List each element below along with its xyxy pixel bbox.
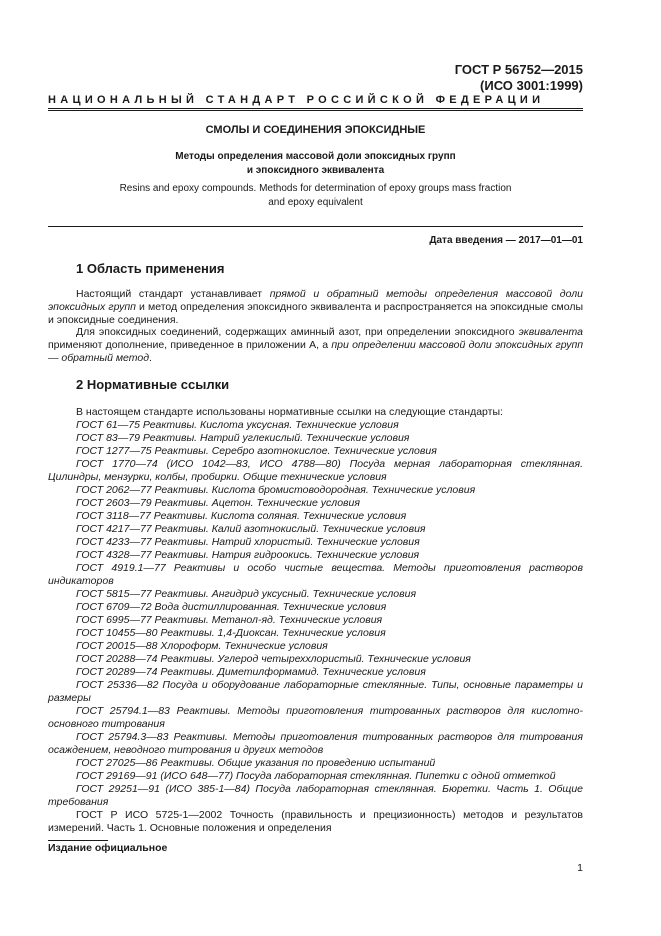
intro-date: Дата введения — 2017—01—01 [429, 235, 583, 246]
reference-item: ГОСТ Р ИСО 5725-1—2002 Точность (правильность и прецизионность) методов и результатов измерений. Часть 1. Основные положения и определения [48, 809, 583, 834]
normative-references-list [48, 406, 583, 835]
reference-item: ГОСТ 83—79 Реактивы. Натрий углекислый. Технические условия [76, 432, 410, 444]
reference-item: ГОСТ 20015—88 Хлороформ. Технические условия [76, 640, 328, 652]
reference-item: ГОСТ 2062—77 Реактивы. Кислота бромистоводородная. Технические условия [76, 484, 476, 496]
document-title-english: Resins and epoxy compounds. Methods for determination of epoxy groups mass fraction and epoxy equivalent [119, 183, 512, 208]
reference-item: ГОСТ 4233—77 Реактивы. Натрий хлористый. Технические условия [76, 536, 420, 548]
reference-item: ГОСТ 2603—79 Реактивы. Ацетон. Технические условия [76, 497, 360, 509]
official-edition-label: Издание официальное [48, 842, 168, 854]
reference-item: ГОСТ 5815—77 Реактивы. Ангидрид уксусный. Технические условия [76, 588, 417, 600]
national-standard-banner: НАЦИОНАЛЬНЫЙ СТАНДАРТ РОССИЙСКОЙ ФЕДЕРАЦИИ [48, 94, 545, 106]
section-1-paragraph-2: Для эпоксидных соединений, содержащих аминный азот, при определении эпоксидного эквивалента применяют дополнение, приведенное в приложении А, а при определении массовой доли эпоксидных групп — обратный метод. [48, 326, 583, 364]
references-intro: В настоящем стандарте использованы нормативные ссылки на следующие стандарты: [76, 406, 503, 418]
reference-item: ГОСТ 27025—86 Реактивы. Общие указания по проведению испытаний [76, 757, 436, 769]
document-title: СМОЛЫ И СОЕДИНЕНИЯ ЭПОКСИДНЫЕ [205, 124, 426, 136]
document-subtitle: Методы определения массовой доли эпоксидных групп и эпоксидного эквивалента [175, 151, 456, 176]
standard-code-line2: (ИСО 3001:1999) [480, 78, 583, 93]
header-rule-bottom [48, 110, 583, 111]
section-2-heading: 2 Нормативные ссылки [76, 377, 230, 392]
reference-item: ГОСТ 25336—82 Посуда и оборудование лабораторные стеклянные. Типы, основные параметры и размеры [48, 679, 583, 704]
page-number: 1 [577, 862, 583, 874]
reference-item: ГОСТ 4919.1—77 Реактивы и особо чистые вещества. Методы приготовления растворов индикаторов [48, 562, 583, 587]
reference-item: ГОСТ 10455—80 Реактивы. 1,4-Диоксан. Технические условия [76, 627, 386, 639]
reference-item: ГОСТ 1770—74 (ИСО 1042—83, ИСО 4788—80) Посуда мерная лабораторная стеклянная. Цилиндры, мензурки, колбы, пробирки. Общие технические условия [48, 458, 583, 483]
reference-item: ГОСТ 20289—74 Реактивы. Диметилформамид. Технические условия [76, 666, 426, 678]
reference-item: ГОСТ 20288—74 Реактивы. Углерод четыреххлористый. Технические условия [76, 653, 471, 665]
section-1-heading: 1 Область применения [76, 261, 225, 276]
reference-item: ГОСТ 25794.1—83 Реактивы. Методы приготовления титрованных растворов для кислотно-основного титрования [48, 705, 583, 730]
reference-item: ГОСТ 6995—77 Реактивы. Метанол-яд. Технические условия [76, 614, 383, 626]
reference-item: ГОСТ 6709—72 Вода дистиллированная. Технические условия [76, 601, 387, 613]
reference-item: ГОСТ 3118—77 Реактивы. Кислота соляная. Технические условия [76, 510, 407, 522]
reference-item: ГОСТ 29169—91 (ИСО 648—77) Посуда лабораторная стеклянная. Пипетки с одной отметкой [76, 770, 556, 782]
reference-item: ГОСТ 4217—77 Реактивы. Калий азотнокислый. Технические условия [76, 523, 426, 535]
reference-item: ГОСТ 25794.3—83 Реактивы. Методы приготовления титрованных растворов для титрования осаждением, неводного титрования и других методов [48, 731, 583, 756]
standard-code-line1: ГОСТ Р 56752—2015 [454, 62, 583, 77]
standard-code [455, 62, 583, 94]
intro-date-rule [48, 226, 583, 227]
reference-item: ГОСТ 61—75 Реактивы. Кислота уксусная. Технические условия [76, 419, 399, 431]
header-rule-top [48, 108, 583, 109]
reference-item: ГОСТ 29251—91 (ИСО 385-1—84) Посуда лабораторная стеклянная. Бюретки. Часть 1. Общие требования [48, 783, 583, 808]
reference-item: ГОСТ 1277—75 Реактивы. Серебро азотнокислое. Технические условия [76, 445, 437, 457]
footnote-rule [48, 840, 108, 841]
section-1-paragraph-1: Настоящий стандарт устанавливает прямой и обратный методы определения массовой доли эпоксидных групп и метод определения эпоксидного эквивалента и распространяется на эпоксидные смолы и эпоксидные соединения. [48, 288, 583, 326]
reference-item: ГОСТ 4328—77 Реактивы. Натрия гидроокись. Технические условия [76, 549, 420, 561]
